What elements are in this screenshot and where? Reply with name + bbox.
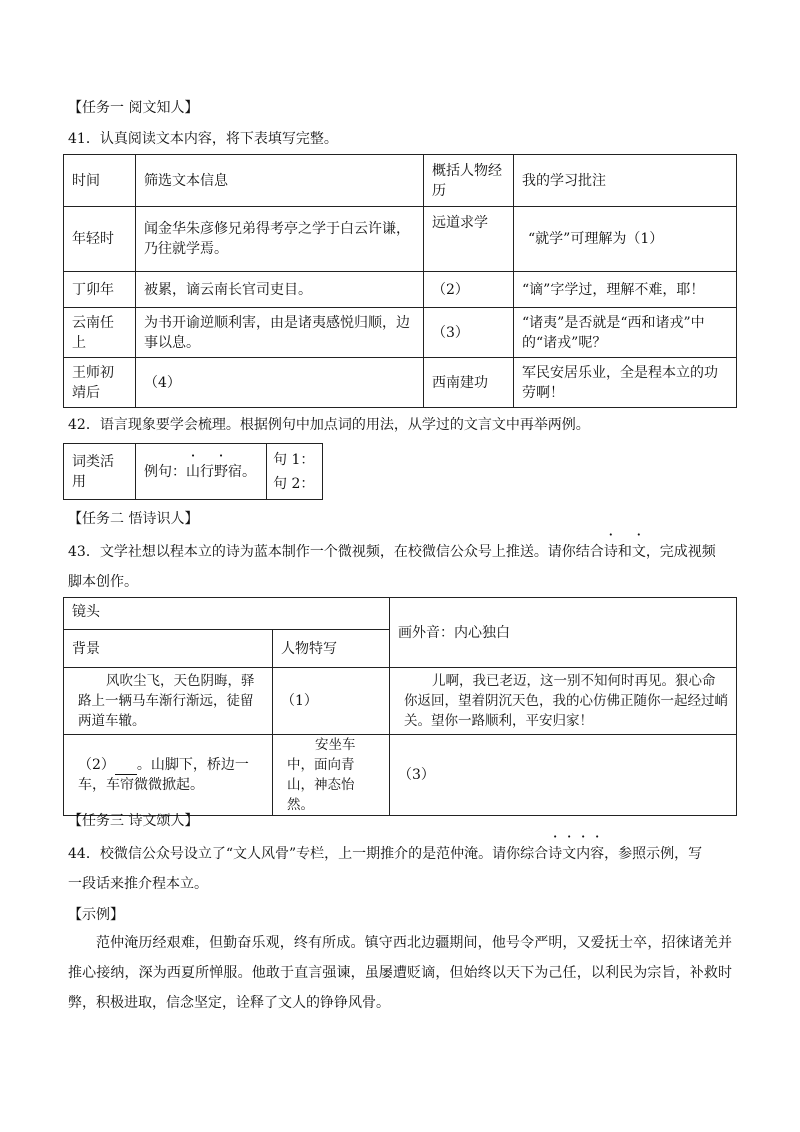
- cell-experience: 西南建功: [424, 358, 514, 408]
- cell-experience: 远道求学: [424, 207, 514, 272]
- question-44-line2: 一段话来推介程本立。: [68, 876, 208, 892]
- cell-time: 丁卯年: [64, 272, 136, 308]
- table-header-row: [64, 155, 737, 207]
- header-info: 筛选文本信息: [136, 155, 424, 207]
- cell-notes: “谪”字学过，理解不难，耶！: [514, 272, 737, 308]
- category-label: 词类活用: [64, 444, 136, 500]
- cell-time: 年轻时: [64, 207, 136, 272]
- shot-header: 镜头: [64, 598, 390, 630]
- cell-info: 被累，谪云南长官司吏目。: [136, 272, 424, 308]
- table-row: [64, 308, 737, 358]
- task2-heading: 【任务二 悟诗识人】: [68, 511, 199, 527]
- table-41: [63, 154, 737, 408]
- question-42: 42．语言现象要学会梳理。根据例句中加点词的用法，从学过的文言文中再举两例。: [68, 417, 590, 433]
- row1-background: 风吹尘飞，天色阴晦，驿路上一辆马车渐行渐远，徒留两道车辙。: [64, 668, 273, 735]
- row1-voiceover: 儿啊，我已老迈，这一别不知何时再见。狠心命你返回，望着阴沉天色，我的心仿佛正随你一起经过峭关。望你一路顺利，平安归家！: [390, 668, 737, 735]
- cell-time: 王师初靖后: [64, 358, 136, 408]
- question-41: 41．认真阅读文本内容，将下表填写完整。: [68, 131, 338, 147]
- cell-experience: （3）: [424, 308, 514, 358]
- portrait-header: 人物特写: [273, 630, 390, 668]
- cell-experience: （2）: [424, 272, 514, 308]
- dotted-word: 野: [214, 463, 228, 480]
- row2-portrait: 安坐车中，面向青山，神态怡然。: [273, 735, 390, 816]
- cell-time: 云南任上: [64, 308, 136, 358]
- blank-line: [115, 760, 137, 775]
- cell-info: 为书开谕逆顺利害，由是诸夷感悦归顺，边事以息。: [136, 308, 424, 358]
- sentence-2-label: 句 2：: [273, 475, 315, 492]
- background-header: 背景: [64, 630, 273, 668]
- voiceover-header: 画外音：内心独白: [390, 598, 737, 668]
- answer-sentences: [267, 444, 323, 500]
- cell-notes: “就学”可理解为（1）: [514, 207, 737, 272]
- table-42: [63, 443, 323, 500]
- row2-background: （2） 。山脚下，桥边一车，车帘微微掀起。: [64, 735, 273, 816]
- table-row: [64, 272, 737, 308]
- cell-notes: 军民安居乐业，全是程本立的功劳啊！: [514, 358, 737, 408]
- question-43-line2: 脚本创作。: [68, 574, 138, 590]
- table-row: [64, 207, 737, 272]
- cell-info: 闻金华朱彦修兄弟得考亭之学于白云许谦，乃往就学焉。: [136, 207, 424, 272]
- example-sentence: 例句：山行野宿。: [136, 444, 267, 500]
- table-row: [64, 358, 737, 408]
- question-43-line1: 43．文学社想以程本立的诗为蓝本制作一个微视频，在校微信公众号上推送。请你结合诗和文，完成视频: [68, 544, 716, 560]
- sentence-1-label: 句 1：: [273, 451, 315, 468]
- row1-portrait: （1）: [273, 668, 390, 735]
- dotted-word: 山: [186, 463, 200, 480]
- header-time: 时间: [64, 155, 136, 207]
- cell-notes: “诸夷”是否就是“西和诸戎”中的“诸戎”呢？: [514, 308, 737, 358]
- question-44-line1: 44．校微信公众号设立了“文人风骨”专栏，上一期推介的是范仲淹。请你综合诗文内容，参照示例，写: [68, 846, 703, 862]
- header-notes: 我的学习批注: [514, 155, 737, 207]
- example-heading: 【示例】: [68, 907, 124, 923]
- table-43: [63, 597, 737, 816]
- task3-heading: 【任务三 诗文颂人】: [68, 813, 199, 829]
- row2-voiceover: （3）: [390, 735, 737, 816]
- cell-info: （4）: [136, 358, 424, 408]
- header-experience: 概括人物经历: [424, 155, 514, 207]
- task1-heading: 【任务一 阅文知人】: [68, 100, 199, 116]
- example-paragraph: 范仲淹历经艰难，但勤奋乐观，终有所成。镇守西北边疆期间，他号令严明，又爱抚士卒，招徕诸羌并推心接纳，深为西夏所惮服。他敢于直言强谏，虽屡遭贬谪，但始终以天下为己任，以利民为宗旨，补救时弊，积极进取，信念坚定，诠释了文人的铮铮风骨。: [68, 935, 732, 1011]
